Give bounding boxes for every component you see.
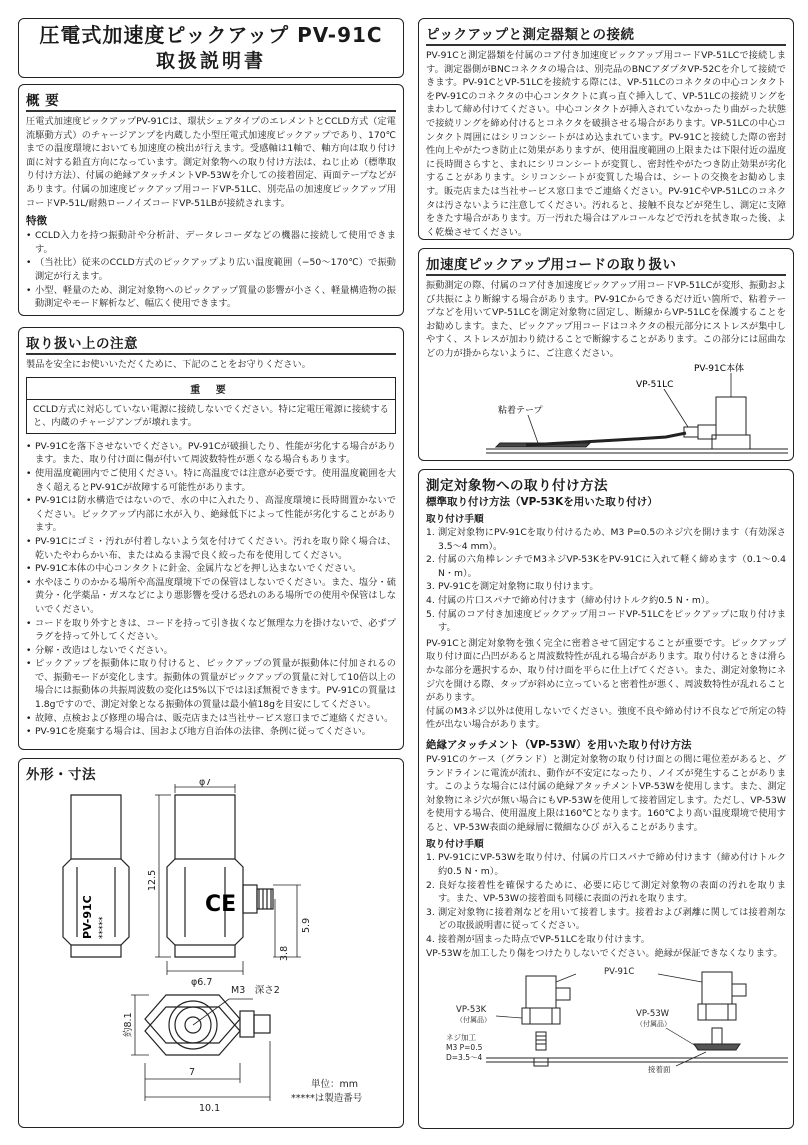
fig-vp53k-sub: （付属品） (456, 1016, 491, 1025)
std-note: PV-91Cと測定対象物を強く完全に密着させて固定することが重要です。ピックアップ取り付け面に凸凹があると周波数特性が乱れる場合があります。取り付けるときは滑らかな部分を選択するか、取り付け面を平らに仕上げてください。また、測定対象物にネジ穴を開ける際、タップが斜めに立っていると密着性が悪く、周波数特性が乱れることがあります。 (426, 637, 786, 704)
std-steps-list (426, 526, 786, 635)
ins-mount-heading: 絶縁アタッチメント（VP-53W）を用いた取り付け方法 (426, 738, 692, 751)
fig-thread-2: M3 P=0.5 (446, 1043, 483, 1053)
body-label: PV-91C (81, 895, 94, 939)
overview-body: 圧電式加速度ピックアップPV-91Cは、環状シェアタイプのエレメントとCCLD方式（定電流駆動方式）のチャージアンプを内蔵した小型圧電式加速度ピックアップであり、170℃までの温度環境においても加速度の検出が行えます。受感軸は1軸で、軸方向は取り付け面に対する鉛直方向になっています。測定対象物への取り付け方法は、ねじ止め（標準取り付け方法）、付属の絶縁アタッチメントVP-53Wを介しての接着固定、両面テープなどがあります。付属の加速度ピックアップ用コードVP-51LC、別売品の加速度ピックアップ用コードVP-51L/耐熱ローノイズコードVP-51LBが接続されます。 (26, 116, 396, 209)
fig-thread-1: ネジ加工 (446, 1033, 476, 1043)
list-item: • ピックアップを振動体に取り付けると、ピックアップの質量が振動体に付加されるので、振動モードが変化します。振動体の質量がピックアップの質量に対して10倍以上の場合には振動体の共振周波数の変化は5%以下ではほぼ無視できます。PV-91Cの質量は1.8gですので、測定対象となる振動体の質量は最小値18gを目安にしてください。 (26, 657, 396, 711)
dimensions-section (18, 758, 404, 1128)
dim-diameter-7: φ7 (199, 779, 212, 788)
left-column (18, 18, 404, 1128)
cord-figure (426, 361, 788, 461)
dimensions-heading: 外形・寸法 (26, 767, 96, 783)
ins-steps-list (426, 851, 786, 946)
unit-label: 単位：mm (311, 1079, 359, 1090)
connect-heading: ピックアップと測定器類との接続 (426, 23, 786, 46)
title-box (18, 18, 404, 78)
ce-mark: CE (205, 892, 237, 917)
list-item: • PV-91Cを落下させないでください。PV-91Cが破損したり、性能が劣化する場合があります。また、取り付け面に傷が付いて周波数特性が悪くなる場合もあります。 (26, 440, 396, 467)
fig-glue-label: 接着面 (648, 1065, 671, 1075)
cord-body: 振動測定の際、付属のコア付き加速度ピックアップ用コードVP-51LCが変形、振動および共振により断線する場合があります。PV-91Cからできるだけ近い箇所で、粘着テープなどを用いてVP-51LCを測定対象物に固定し、断線からVP-51LCを保護することをお勧めします。また、ピックアップ用コードはコネクタの根元部分にストレスが集中しやすく、ストレスが加わり続けることで断線することがあります。この部分には屈曲などの力が掛からないように、ご注意ください。 (426, 280, 786, 359)
dim-m3-depth: M3 深さ2 (231, 985, 280, 996)
list-item: 3. 測定対象物に接着剤などを用いて接着します。接着および剥離に関しては接着剤などの取扱説明書に従ってください。 (426, 906, 786, 932)
list-item: • PV-91Cを廃棄する場合は、国および地方自治体の法律、条例に従ってください。 (26, 725, 396, 739)
ins-steps-heading: 取り付け手順 (426, 839, 484, 851)
fig-tape-label: 粘着テープ (498, 405, 543, 416)
mount-section (418, 469, 794, 1129)
list-item: 1. PV-91CにVP-53Wを取り付け、付属の片口スパナで締め付けます（締め付けトルク約0.5 N・m）。 (426, 852, 786, 878)
dimension-drawing (19, 779, 403, 1119)
dim-height-12-5: 12.5 (147, 869, 158, 891)
important-heading: 重 要 (27, 378, 395, 400)
handling-intro: 製品を安全にお使いいただくために、下記のことをお守りください。 (26, 359, 311, 370)
ins-note: VP-53Wを加工したり傷をつけたりしないでください。絶縁が保証できなくなります。 (426, 947, 783, 959)
fig-vp53k-label: VP-53K (456, 1005, 487, 1016)
std-note-2: 付属のM3ネジ以外は使用しないでください。強度不良や締め付け不良などで所定の特性が出ない場合があります。 (426, 705, 786, 731)
list-item: 4. 接着剤が固まった時点でVP-51LCを取り付けます。 (426, 934, 650, 946)
fig-pv-label: PV-91C (604, 967, 635, 978)
std-steps-heading: 取り付け手順 (426, 514, 484, 525)
list-item: 2. 付属の六角棒レンチでM3ネジVP-53KをPV-91Cに入れて軽く締めます（0.1〜0.4 N・m）。 (426, 554, 786, 579)
cord-heading: 加速度ピックアップ用コードの取り扱い (426, 253, 786, 276)
list-item: • （当社比）従来のCCLD方式のピックアップより広い温度範囲（−50〜170℃）で振動測定が行えます。 (26, 256, 396, 283)
list-item: • 小型、軽量のため、測定対象物へのピックアップ質量の影響が小さく、軽量構造物の振動測定やモード解析など、幅広く使用できます。 (26, 284, 396, 311)
fig-cord-label: VP-51LC (636, 379, 674, 390)
serial-mark: ***** (98, 916, 108, 939)
dim-hex-8-1: 約8.1 (123, 1012, 134, 1037)
handling-section (18, 327, 404, 750)
connect-section (418, 18, 794, 240)
fig-body-label: PV-91C本体 (694, 363, 745, 374)
list-item: • CCLD入力を持つ振動計や分析計、データレコーダなどの機器に接続して使用できます。 (26, 229, 396, 256)
list-item: • 分解・改造はしないでください。 (26, 644, 396, 658)
dim-width-7: 7 (189, 1067, 196, 1078)
list-item: 4. 付属の片口スパナで締め付けます（締め付けトルク約0.5 N・m）。 (426, 594, 715, 606)
list-item: 1. 測定対象物にPV-91Cを取り付けるため、M3 P=0.5のネジ穴を開けます（有効深さ3.5〜4 mm）。 (426, 527, 786, 552)
mount-figure (426, 962, 788, 1078)
features-heading: 特徴 (26, 215, 47, 228)
cord-section (418, 248, 794, 461)
features-list (26, 229, 396, 311)
handling-list (26, 440, 396, 739)
list-item: • 水やほこりのかかる場所や高温度環境下での保管はしないでください。また、塩分・硫黄分・化学薬品・ガスなどにより悪影響を受ける恐れのある場所での使用や保管はしないでください。 (26, 576, 396, 617)
connect-body: PV-91Cと測定器類を付属のコア付き加速度ピックアップ用コードVP-51LCで接続します。測定器側がBNCコネクタの場合は、別売品のBNCアダプタVP-52Cを介して接続できます。PV-91CとVP-51LCを接続する際には、VP-51LCのコネクタの中心コンタクトをPV-91Cのコネクタの中心コンタクトに真っ直ぐ挿入して、VP-51LCの接続リングをまわして締め付けてください。中心コンタクトが挿入されていなかったり曲がった状態で接続リングを締め付けるとコネクタを破損させる場合があります。VP-51LCの中心コンタクト周囲にはシリコンシートがはめ込まれています。PV-91Cと接続した際の密封性向上やがたつき防止に効果がありますが、使用温度範囲の上限または下限付近の温度に長時間さらすと、まれにシリコンシートが変質し、密封性やがたつき防止効果が劣化することがあります。シリコンシートが変質した場合は、シートの交換をお勧めします。販売店または当社サービス窓口までご連絡ください。PV-91CやVP-51LCのコネクタは汚さないように注意してください。汚れると、接触不良などが発生し、測定に支障をきたす場合があります。万一汚れた場合はアルコールなどで汚れを拭き取った後、よく乾燥させてください。 (426, 50, 786, 238)
list-item: 2. 良好な接着性を確保するために、必要に応じて測定対象物の表面の汚れを取ります。また、VP-53Wの接着面も同様に表面の汚れを取ります。 (426, 879, 786, 905)
list-item: • PV-91Cは防水構造ではないので、水の中に入れたり、高湿度環境に長時間置かないでください。ピックアップ内部に水が入り、絶縁低下によって性能が劣化することがあります。 (26, 494, 396, 535)
fig-thread-3: D=3.5〜4 (446, 1053, 483, 1063)
important-box (26, 377, 396, 434)
list-item: • 使用温度範囲内でご使用ください。特に高温度では注意が必要です。使用温度範囲を大きく超えるとPV-91Cが故障する可能性があります。 (26, 467, 396, 494)
fig-vp53w-sub: （付属品） (636, 1020, 671, 1029)
list-item: • 故障、点検および修理の場合は、販売店または当社サービス窓口までご連絡ください。 (26, 712, 396, 726)
dim-diameter-6-7: φ6.7 (191, 977, 213, 988)
std-mount-heading: 標準取り付け方法（VP-53Kを用いた取り付け） (426, 496, 658, 508)
list-item: • PV-91C本体の中心コンタクトに針金、金属片などを押し込まないでください。 (26, 562, 396, 576)
list-item: 5. 付属のコア付き加速度ピックアップ用コードVP-51LCをピックアップに取り付けます。 (426, 608, 786, 634)
overview-heading: 概 要 (26, 89, 396, 112)
document-subtitle: 取扱説明書 (155, 50, 266, 72)
serial-note: *****は製造番号 (291, 1093, 363, 1104)
important-body: CCLD方式に対応していない電源に接続しないでください。特に定電圧電源に接続すると、内蔵のチャージアンプが壊れます。 (33, 403, 389, 429)
ins-body: PV-91Cのケース（グランド）と測定対象物の取り付け面との間に電位差があると、グランドラインに電流が流れ、動作が不安定になったり、ノイズが発生することがあります。このような場合には付属の絶縁アタッチメントVP-53Wを使用します。また、測定対象物にネジ穴が無い場合にもVP-53Wを使用して接着固定します。ただし、VP-53Wを使用する場合、使用温度上限は160℃となります。160℃より高い温度環境で使用すると、VP-53W表面の絶縁層に微細なひび が入ることがあります。 (426, 753, 786, 833)
dim-height-3-8: 3.8 (279, 945, 290, 961)
right-column (418, 18, 794, 1129)
fig-vp53w-label: VP-53W (636, 1009, 670, 1020)
list-item: • PV-91Cにゴミ・汚れが付着しないよう気を付けてください。汚れを取り除く場合は、乾いたやわらかい布、またはぬるま湯で良く絞った布を使用してください。 (26, 535, 396, 562)
handling-heading: 取り扱い上の注意 (26, 332, 396, 355)
overview-section (18, 84, 404, 316)
list-item: • コードを取り外すときは、コードを持って引き抜くなど無理な力を掛けないで、必ずプラグを持って外してください。 (26, 617, 396, 644)
mount-heading: 測定対象物への取り付け方法 (426, 478, 608, 494)
document-title: 圧電式加速度ピックアップ PV-91C (39, 23, 383, 47)
list-item: 3. PV-91Cを測定対象物に取り付けます。 (426, 581, 599, 593)
dim-width-10-1: 10.1 (199, 1103, 221, 1114)
dim-height-5-9: 5.9 (301, 917, 312, 933)
